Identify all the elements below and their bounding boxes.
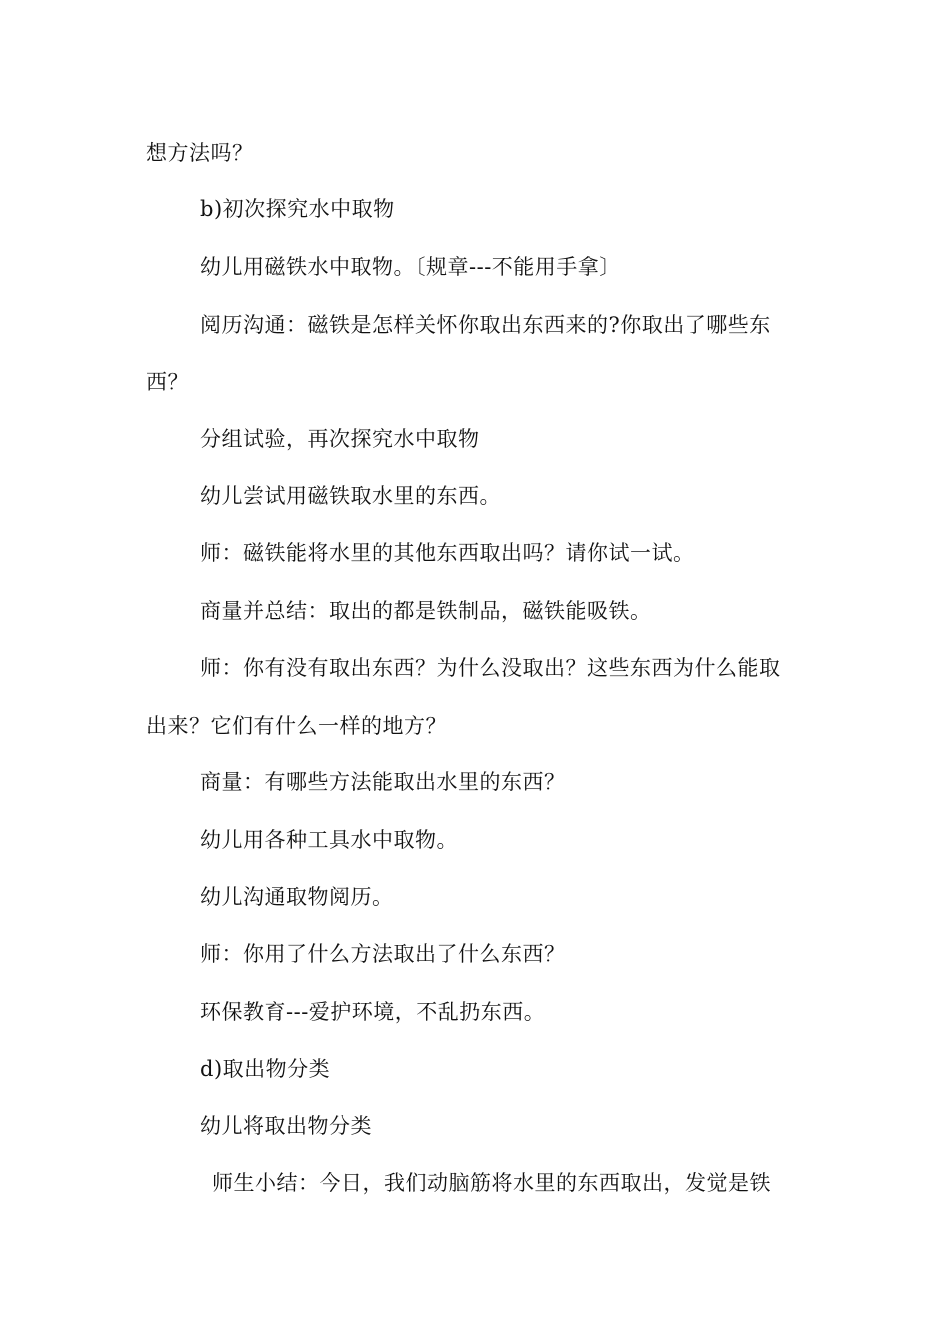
text-line: d)取出物分类 [200, 1057, 331, 1081]
text-line: 师：磁铁能将水里的其他东西取出吗？请你试一试。 [200, 541, 695, 565]
text-line: 出来？它们有什么一样的地方？ [146, 714, 447, 738]
text-line: 幼儿将取出物分类 [200, 1114, 372, 1138]
text-line: 阅历沟通：磁铁是怎样关怀你取出东西来的?你取出了哪些东 [200, 313, 771, 337]
text-line: 分组试验，再次探究水中取物 [200, 427, 480, 451]
text-line: 商量并总结：取出的都是铁制品，磁铁能吸铁。 [200, 599, 652, 623]
text-line: 师生小结：今日，我们动脑筋将水里的东西取出，发觉是铁 [212, 1171, 771, 1195]
text-line: 环保教育---爱护环境，不乱扔东西。 [200, 1000, 546, 1024]
text-line: 师：你有没有取出东西？为什么没取出？这些东西为什么能取 [200, 656, 781, 680]
text-line: 幼儿用各种工具水中取物。 [200, 828, 458, 852]
text-line: 师：你用了什么方法取出了什么东西？ [200, 942, 566, 966]
text-line: b)初次探究水中取物 [200, 197, 395, 221]
text-line: 幼儿尝试用磁铁取水里的东西。 [200, 484, 501, 508]
text-line: 想方法吗？ [146, 141, 254, 165]
text-line: 幼儿用磁铁水中取物。〔规章---不能用手拿〕 [200, 255, 621, 279]
text-line: 商量：有哪些方法能取出水里的东西？ [200, 770, 566, 794]
text-line: 西？ [146, 370, 189, 394]
text-line: 幼儿沟通取物阅历。 [200, 885, 394, 909]
